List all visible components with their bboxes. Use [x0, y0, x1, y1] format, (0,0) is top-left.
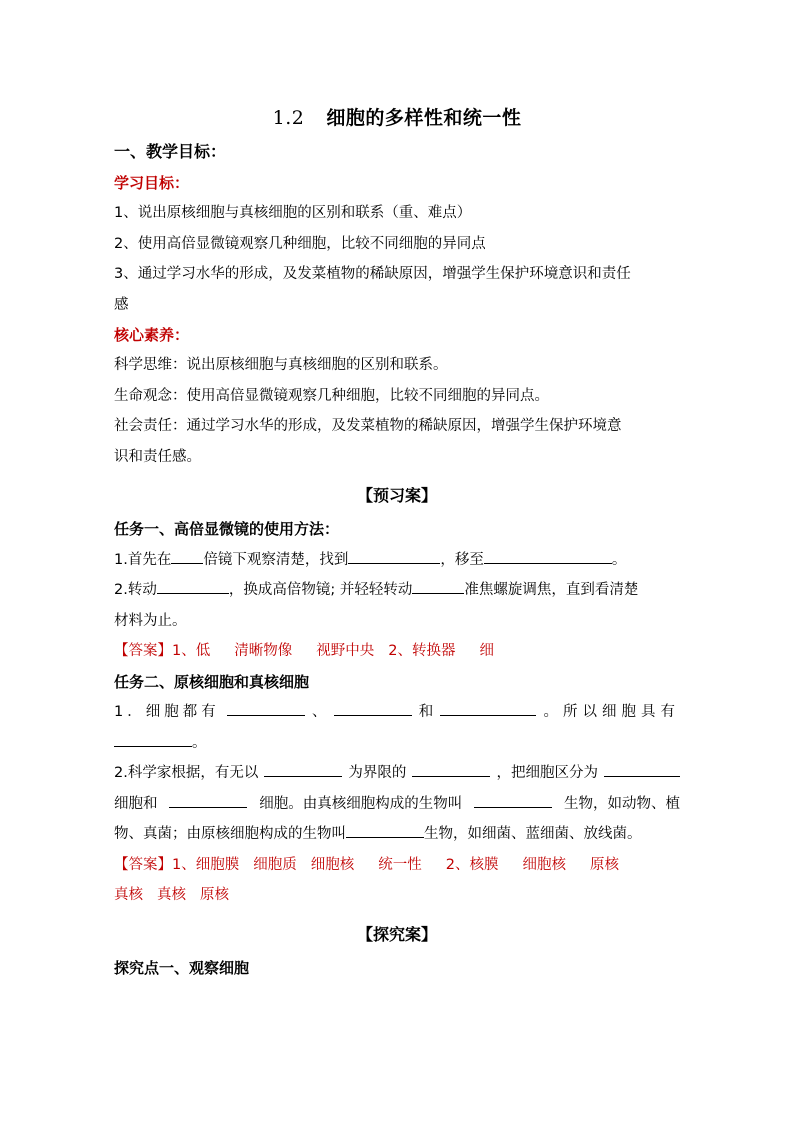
learning-objective-3: 3、通过学习水华的形成，及发菜植物的稀缺原因，增强学生保护环境意识和责任 — [114, 266, 631, 282]
blank[interactable] — [169, 793, 247, 808]
task1-question-2: 2.转动 ，换成高倍物镜; 并轻轻转动 准焦螺旋调焦，直到看清楚 — [114, 575, 680, 606]
title-text: 细胞的多样性和统一性 — [326, 107, 522, 129]
blank[interactable] — [440, 701, 536, 716]
blank[interactable] — [171, 549, 203, 564]
blank[interactable] — [348, 549, 440, 564]
task1-heading: 任务一、高倍显微镜的使用方法： — [114, 520, 340, 538]
task2-question-2-line2: 细胞和 细胞。由真核细胞构成的生物叫 生物，如动物、植 — [114, 789, 680, 820]
task2-answer-line1: 【答案】1、细胞膜 细胞质 细胞核 统一性 2、核膜 细胞核 原核 — [114, 856, 619, 873]
title-number: 1.2 — [272, 107, 305, 129]
blank[interactable] — [604, 762, 680, 777]
task1-question-1: 1.首先在 倍镜下观察清楚，找到 ，移至 。 — [114, 545, 680, 576]
learning-objective-3-cont: 感 — [114, 296, 129, 313]
answer-tag: 【答案】 — [114, 856, 172, 873]
blank[interactable] — [484, 549, 612, 564]
core-literacy-2: 生命观念：使用高倍显微镜观察几种细胞，比较不同细胞的异同点。 — [114, 387, 549, 404]
core-literacy-3-cont: 识和责任感。 — [114, 448, 201, 465]
document-page — [114, 100, 680, 983]
blank[interactable] — [474, 793, 552, 808]
task2-question-2-line3: 物、真菌；由原核细胞构成的生物叫 生物，如细菌、蓝细菌、放线菌。 — [114, 819, 680, 850]
learning-objective-2: 2、使用高倍显微镜观察几种细胞，比较不同细胞的异同点 — [114, 235, 486, 252]
answer-tag: 【答案】 — [114, 643, 172, 659]
blank[interactable] — [334, 701, 412, 716]
task1-answer: 【答案】1、低 清晰物像 视野中央 2、转换器 细 — [114, 643, 494, 659]
task2-question-2-line1: 2.科学家根据，有无以 为界限的 ，把细胞区分为 — [114, 758, 680, 789]
blank[interactable] — [114, 732, 192, 747]
task2-question-1: 1．细胞都有 、 和 。所以细胞具有 — [114, 697, 680, 728]
learning-objectives-heading: 学习目标： — [114, 174, 190, 192]
blank[interactable] — [346, 823, 424, 838]
blank[interactable] — [412, 579, 464, 594]
explore-section-heading: 【探究案】 — [356, 924, 437, 944]
core-literacy-1: 科学思维：说出原核细胞与真核细胞的区别和联系。 — [114, 357, 448, 373]
blank[interactable] — [157, 579, 229, 594]
blank[interactable] — [412, 762, 490, 777]
learning-objective-1: 1、说出原核细胞与真核细胞的区别和联系（重、难点） — [114, 205, 472, 221]
section-heading-objectives: 一、教学目标： — [114, 142, 227, 161]
page-title — [114, 100, 680, 136]
core-literacy-heading: 核心素养： — [114, 326, 190, 344]
core-literacy-3: 社会责任：通过学习水华的形成，及发菜植物的稀缺原因，增强学生保护环境意 — [114, 418, 622, 434]
explore-point-1: 探究点一、观察细胞 — [114, 958, 250, 977]
blank[interactable] — [227, 701, 305, 716]
task2-heading: 任务二、原核细胞和真核细胞 — [114, 672, 310, 691]
task2-question-1-cont: 。 — [114, 728, 680, 759]
task2-answer-line2: 真核 真核 原核 — [114, 887, 229, 903]
blank[interactable] — [264, 762, 342, 777]
preview-section-heading: 【预习案】 — [356, 486, 437, 505]
task1-question-2-cont: 材料为止。 — [114, 612, 187, 629]
